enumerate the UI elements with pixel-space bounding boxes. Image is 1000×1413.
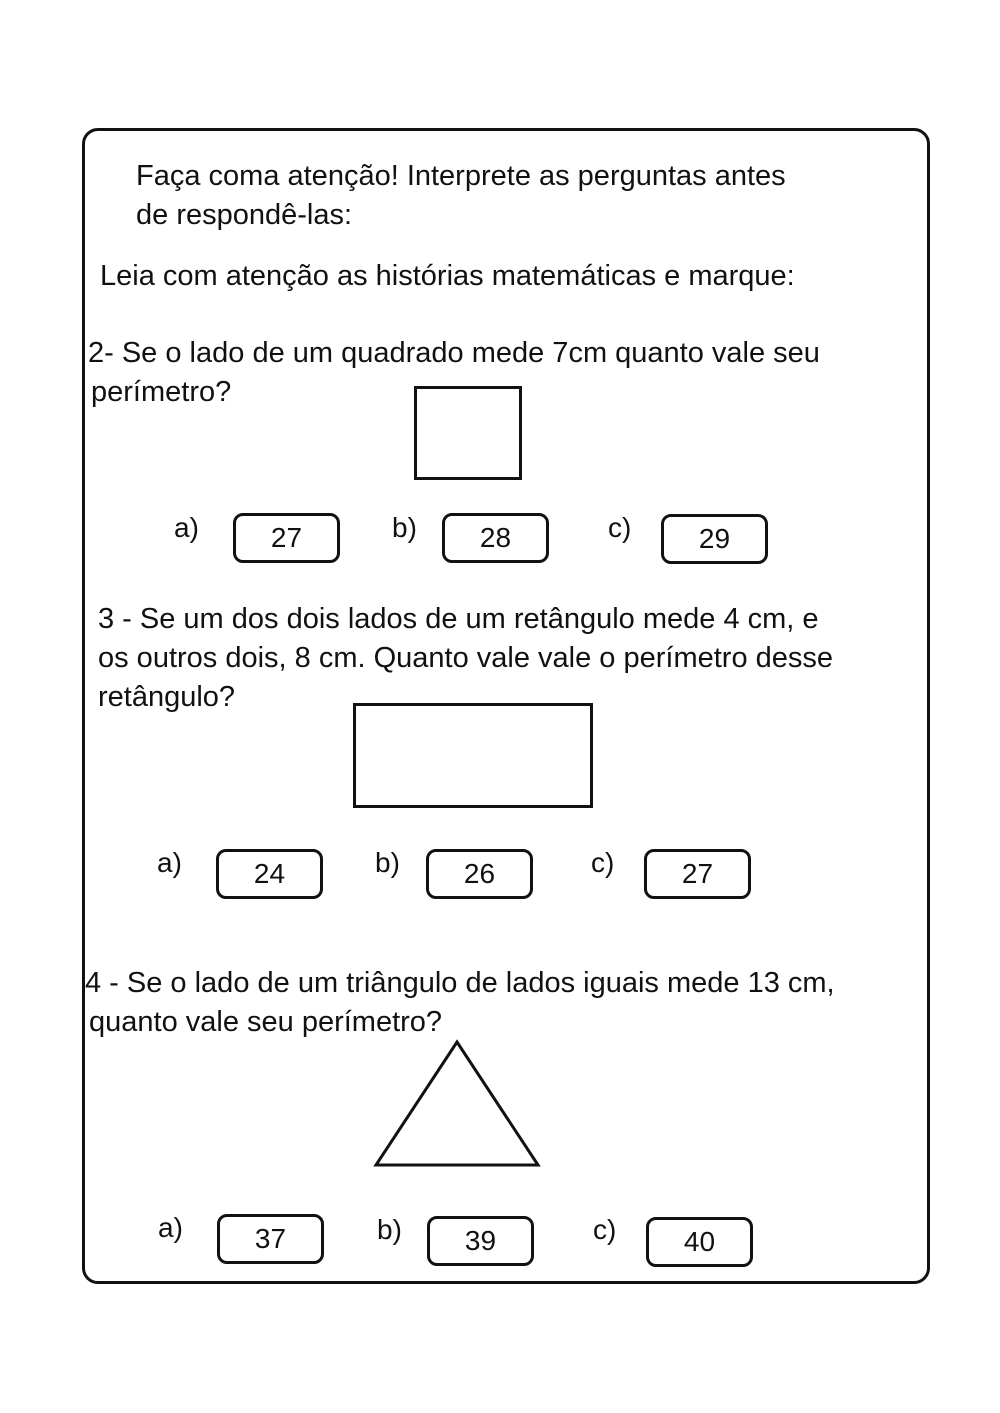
question-2-option-c[interactable]: 29: [661, 514, 768, 564]
question-2-option-a[interactable]: 27: [233, 513, 340, 563]
question-2-option-c-letter: c): [608, 512, 632, 543]
question-3-option-c[interactable]: 27: [644, 849, 751, 899]
question-3-option-c-letter: c): [591, 847, 615, 878]
triangle-figure: [370, 1038, 544, 1170]
question-2-line-1: 2- Se o lado de um quadrado mede 7cm quanto vale seu: [88, 337, 820, 369]
intro-line-1: Faça coma atenção! Interprete as perguntas antes: [136, 160, 786, 192]
question-3-line-3: retângulo?: [98, 681, 236, 713]
question-2-option-b-letter: b): [392, 512, 417, 543]
question-4-line-2: quanto vale seu perímetro?: [89, 1006, 443, 1038]
question-2-option-b[interactable]: 28: [442, 513, 549, 563]
question-3-option-b[interactable]: 26: [426, 849, 533, 899]
question-2-option-a-letter: a): [174, 512, 199, 543]
square-figure: [414, 386, 522, 480]
question-4-line-1: 4 - Se o lado de um triângulo de lados iguais mede 13 cm,: [85, 967, 835, 999]
question-3-option-b-letter: b): [375, 847, 400, 878]
question-4-option-b[interactable]: 39: [427, 1216, 534, 1266]
intro-line-2: de respondê-las:: [136, 199, 353, 231]
question-3-line-1: 3 - Se um dos dois lados de um retângulo mede 4 cm, e: [98, 603, 819, 635]
question-4-option-c-letter: c): [593, 1214, 617, 1245]
question-3-line-2: os outros dois, 8 cm. Quanto vale vale o perímetro desse: [98, 642, 834, 674]
instruction-text: Leia com atenção as histórias matemáticas e marque:: [100, 260, 795, 292]
question-2-line-2: perímetro?: [91, 376, 232, 408]
question-3-option-a[interactable]: 24: [216, 849, 323, 899]
question-4-option-a-letter: a): [158, 1212, 183, 1243]
question-3-option-a-letter: a): [157, 847, 182, 878]
question-4-option-c[interactable]: 40: [646, 1217, 753, 1267]
rectangle-figure: [353, 703, 593, 808]
question-4-option-a[interactable]: 37: [217, 1214, 324, 1264]
question-4-option-b-letter: b): [377, 1214, 402, 1245]
